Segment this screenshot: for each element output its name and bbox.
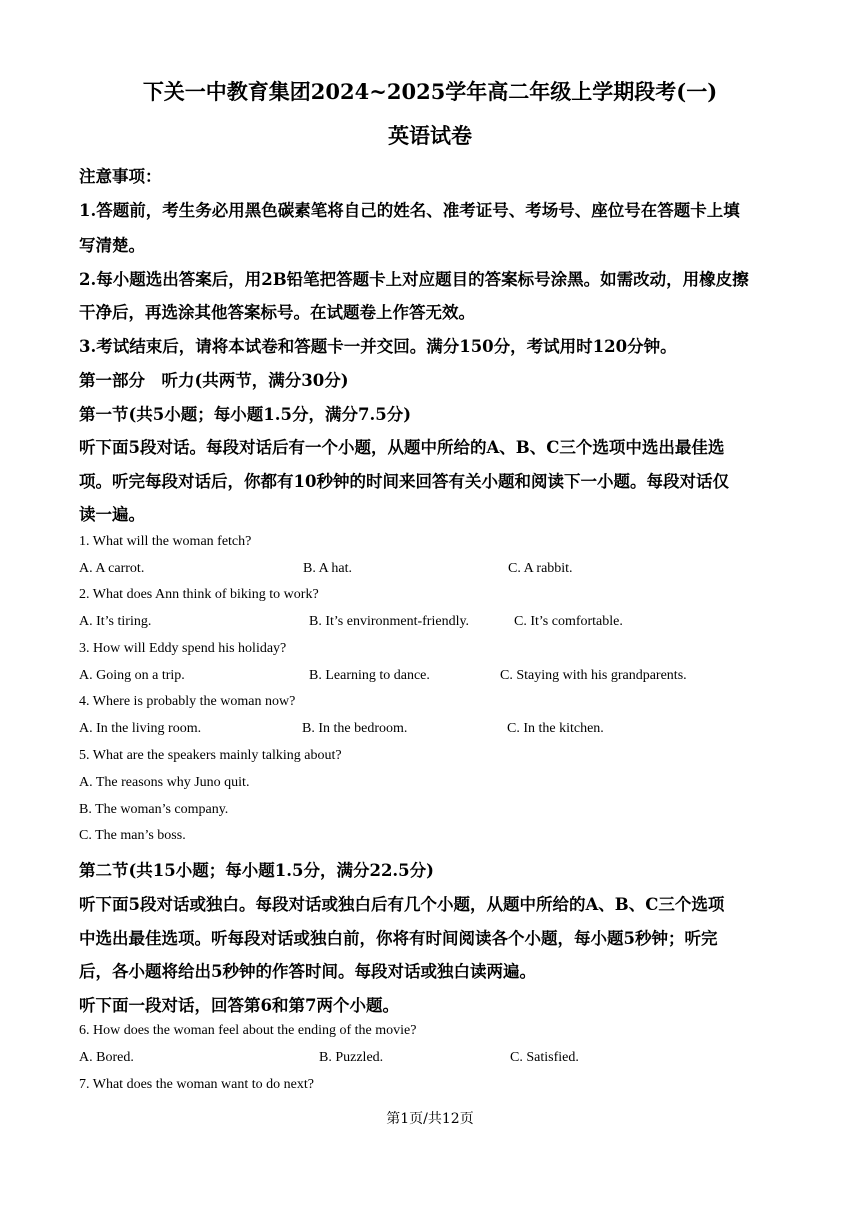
section1-instruction: 项。听完每段对话后，你都有10秒钟的时间来回答有关小题和阅读下一小题。每段对话仅 — [79, 472, 729, 491]
question-1: 1. What will the woman fetch? — [79, 534, 252, 549]
option-5a: A. The reasons why Juno quit. — [79, 775, 250, 790]
option-4c: C. In the kitchen. — [507, 721, 604, 736]
question-4: 4. Where is probably the woman now? — [79, 694, 296, 709]
option-4b: B. In the bedroom. — [302, 721, 408, 736]
option-2b: B. It’s environment-friendly. — [309, 614, 470, 629]
question-6: 6. How does the woman feel about the ending of the movie? — [79, 1023, 417, 1038]
question-5: 5. What are the speakers mainly talking about? — [79, 748, 342, 763]
exam-subtitle: 英语试卷 — [388, 123, 472, 148]
section1-heading: 第一节(共5小题；每小题1.5分，满分7.5分) — [79, 405, 412, 424]
option-2c: C. It’s comfortable. — [514, 614, 623, 629]
option-5c: C. The man’s boss. — [79, 828, 186, 843]
page-number: 第1页/共12页 — [386, 1111, 474, 1127]
part1-heading: 第一部分 听力(共两节，满分30分) — [79, 371, 349, 390]
section2-instruction: 听下面5段对话或独白。每段对话或独白后有几个小题，从题中所给的A、B、C三个选项 — [79, 895, 725, 914]
note-line: 3.考试结束后，请将本试卷和答题卡一并交回。满分150分，考试用时120分钟。 — [79, 337, 677, 356]
option-2a: A. It’s tiring. — [79, 614, 152, 629]
section1-instruction: 读一遍。 — [79, 505, 145, 524]
notes-heading: 注意事项： — [79, 167, 162, 186]
option-3a: A. Going on a trip. — [79, 668, 185, 683]
question-2: 2. What does Ann think of biking to work? — [79, 587, 319, 602]
option-6a: A. Bored. — [79, 1050, 134, 1065]
dialog-intro: 听下面一段对话，回答第6和第7两个小题。 — [79, 996, 399, 1015]
option-1c: C. A rabbit. — [508, 561, 573, 576]
question-7: 7. What does the woman want to do next? — [79, 1077, 314, 1092]
option-3b: B. Learning to dance. — [309, 668, 430, 683]
question-3: 3. How will Eddy spend his holiday? — [79, 641, 287, 656]
note-line: 写清楚。 — [79, 236, 145, 255]
note-line: 2.每小题选出答案后，用2B铅笔把答题卡上对应题目的答案标号涂黑。如需改动，用橡皮擦 — [79, 270, 749, 289]
option-1b: B. A hat. — [303, 561, 353, 576]
section2-heading: 第二节(共15小题；每小题1.5分，满分22.5分) — [79, 861, 434, 880]
option-1a: A. A carrot. — [79, 561, 145, 576]
exam-title: 下关一中教育集团2024~2025学年高二年级上学期段考(一) — [142, 79, 718, 104]
option-4a: A. In the living room. — [79, 721, 202, 736]
option-6c: C. Satisfied. — [510, 1050, 579, 1065]
section2-instruction: 中选出最佳选项。听每段对话或独白前，你将有时间阅读各个小题，每小题5秒钟；听完 — [79, 929, 718, 948]
option-3c: C. Staying with his grandparents. — [500, 668, 687, 683]
note-line: 1.答题前，考生务必用黑色碳素笔将自己的姓名、准考证号、考场号、座位号在答题卡上填 — [79, 201, 740, 220]
section1-instruction: 听下面5段对话。每段对话后有一个小题，从题中所给的A、B、C三个选项中选出最佳选 — [79, 438, 725, 457]
option-6b: B. Puzzled. — [319, 1050, 384, 1065]
option-5b: B. The woman’s company. — [79, 802, 229, 817]
note-line: 干净后，再选涂其他答案标号。在试题卷上作答无效。 — [79, 303, 475, 322]
section2-instruction: 后，各小题将给出5秒钟的作答时间。每段对话或独白读两遍。 — [79, 962, 536, 981]
